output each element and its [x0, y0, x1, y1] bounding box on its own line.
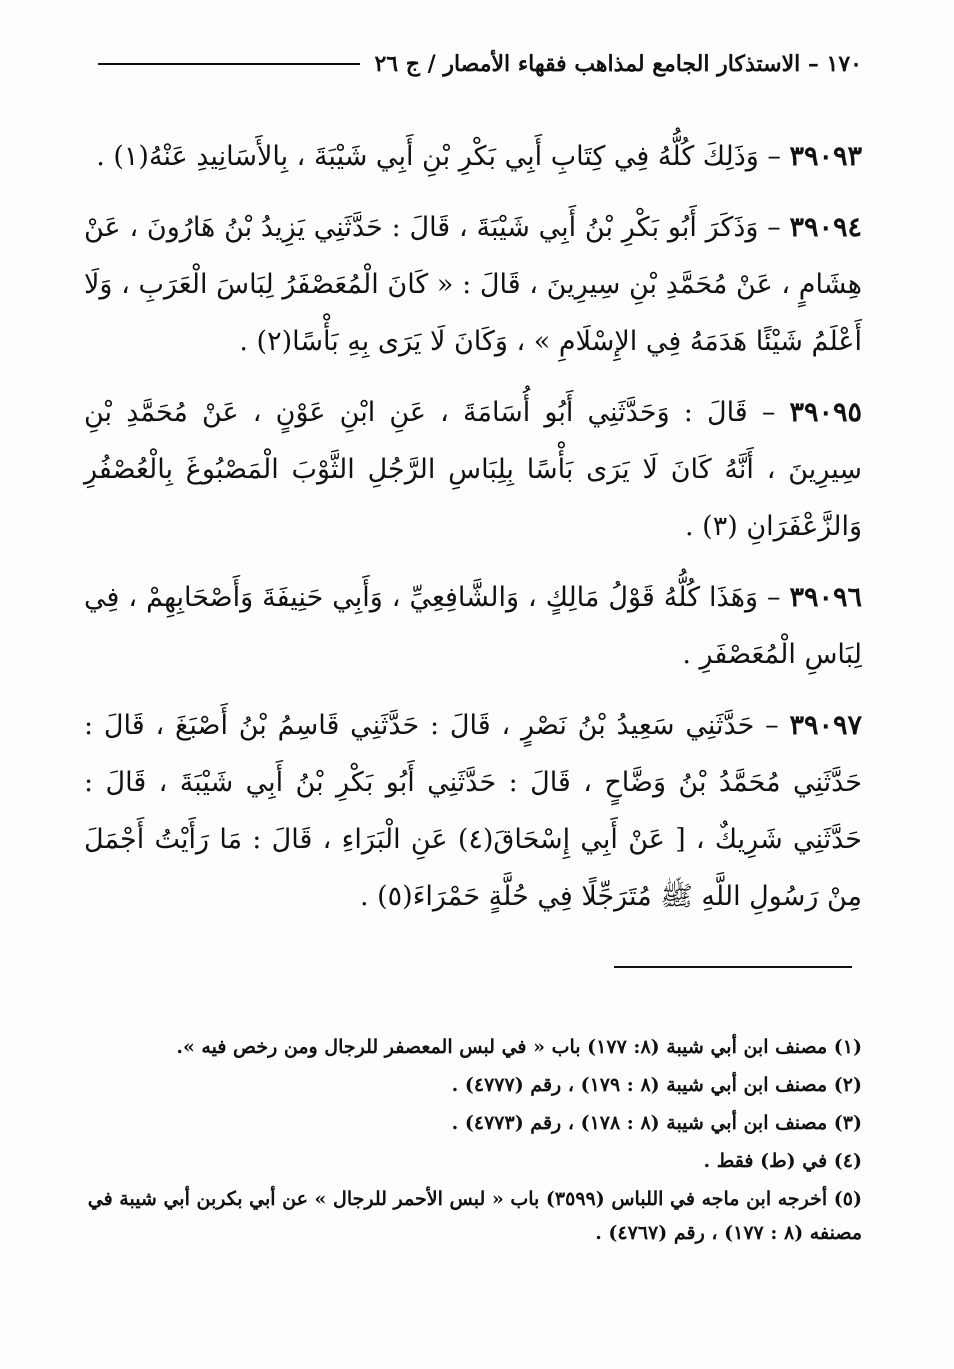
paragraph-number: ٣٩٠٩٤ — [789, 212, 862, 243]
paragraph — [84, 569, 862, 683]
footnote: (٣) مصنف ابن أبي شيبة (٨ : ١٧٨) ، رقم (٤٧٧٣) . — [451, 1112, 862, 1134]
footnote: (٥) أخرجه ابن ماجه في اللباس (٣٥٩٩) باب « لبس الأحمر للرجال » عن أبي بكربن أبي شيبة في مصنفه (٨ : ١٧٧) ، رقم (٤٧٦٧) . — [87, 1188, 862, 1244]
paragraph-text: – حَدَّثَنِي سَعِيدُ بْنُ نَصْرٍ ، قَالَ : حَدَّثَنِي قَاسِمُ بْنُ أَصْبَغَ ، قَالَ : حَدَّثَنِي مُحَمَّدُ بْنُ وَضَّاحٍ ، قَالَ : حَدَّثَنِي أَبُو بَكْرِ بْنُ أَبِي شَيْبَةَ ، قَالَ : حَدَّثَنِي شَرِيكٌ ، [ عَنْ أَبِي إِسْحَاقَ(٤) عَنِ الْبَرَاءِ ، قَالَ : مَا رَأَيْتُ أَجْمَلَ مِنْ رَسُولِ اللَّهِ ﷺ مُتَرَجِّلًا فِي حُلَّةٍ حَمْرَاءَ(٥) . — [84, 710, 862, 912]
footnote: (٢) مصنف ابن أبي شيبة (٨ : ١٧٩) ، رقم (٤٧٧٧) . — [451, 1074, 862, 1096]
paragraph-text: – وَهَذَا كُلُّهُ قَوْلُ مَالِكٍ ، وَالشَّافِعِيِّ ، وَأَبِي حَنِيفَةَ وَأَصْحَابِهِمْ ، فِي لِبَاسِ الْمُعَصْفَرِ . — [84, 582, 862, 670]
paragraph-text: – وَذَكَرَ أَبُو بَكْرِ بْنُ أَبِي شَيْبَةَ ، قَالَ : حَدَّثَنِي يَزِيدُ بْنُ هَارُونَ ، عَنْ هِشَامٍ ، عَنْ مُحَمَّدِ بْنِ سِيرِينَ ، قَالَ : « كَانَ الْمُعَصْفَرُ لِبَاسَ الْعَرَبِ ، وَلَا أَعْلَمُ شَيْئًا هَدَمَهُ فِي الإِسْلَامِ » ، وَكَانَ لَا يَرَى بِهِ بَأْسًا(٢) . — [84, 212, 862, 357]
main-text — [84, 128, 862, 939]
header-rule — [98, 63, 360, 65]
paragraph — [84, 128, 862, 185]
paragraph-number: ٣٩٠٩٧ — [789, 710, 862, 741]
paragraph-text: – قَالَ : وَحَدَّثَنِي أَبُو أُسَامَةَ ، عَنِ ابْنِ عَوْنٍ ، عَنْ مُحَمَّدِ بْنِ سِيرِينَ ، أَنَّهُ كَانَ لَا يَرَى بَأْسًا بِلِبَاسِ الرَّجُلِ الثَّوْبَ الْمَصْبُوغَ بِالْعُصْفُرِ وَالزَّعْفَرَانِ (٣) . — [84, 397, 862, 542]
footnote-separator — [614, 966, 852, 968]
footnote: (١) مصنف ابن أبي شيبة (٨: ١٧٧) باب « في لبس المعصفر للرجال ومن رخص فيه ». — [176, 1036, 862, 1058]
paragraph-number: ٣٩٠٩٥ — [789, 397, 862, 428]
running-header — [98, 44, 862, 84]
footnotes — [86, 1030, 862, 1254]
paragraph — [84, 199, 862, 370]
paragraph-text: – وَذَلِكَ كُلُّهُ فِي كِتَابِ أَبِي بَكْرِ بْنِ أَبِي شَيْبَةَ ، بِالأَسَانِيدِ عَنْهُ(١) . — [96, 141, 790, 172]
footnote: (٤) في (ط) فقط . — [703, 1150, 862, 1172]
paragraph-number: ٣٩٠٩٣ — [789, 141, 862, 172]
header-title: ١٧٠ – الاستذكار الجامع لمذاهب فقهاء الأمصار / ج ٢٦ — [374, 51, 862, 77]
paragraph — [84, 697, 862, 925]
paragraph — [84, 384, 862, 555]
paragraph-number: ٣٩٠٩٦ — [789, 582, 862, 613]
